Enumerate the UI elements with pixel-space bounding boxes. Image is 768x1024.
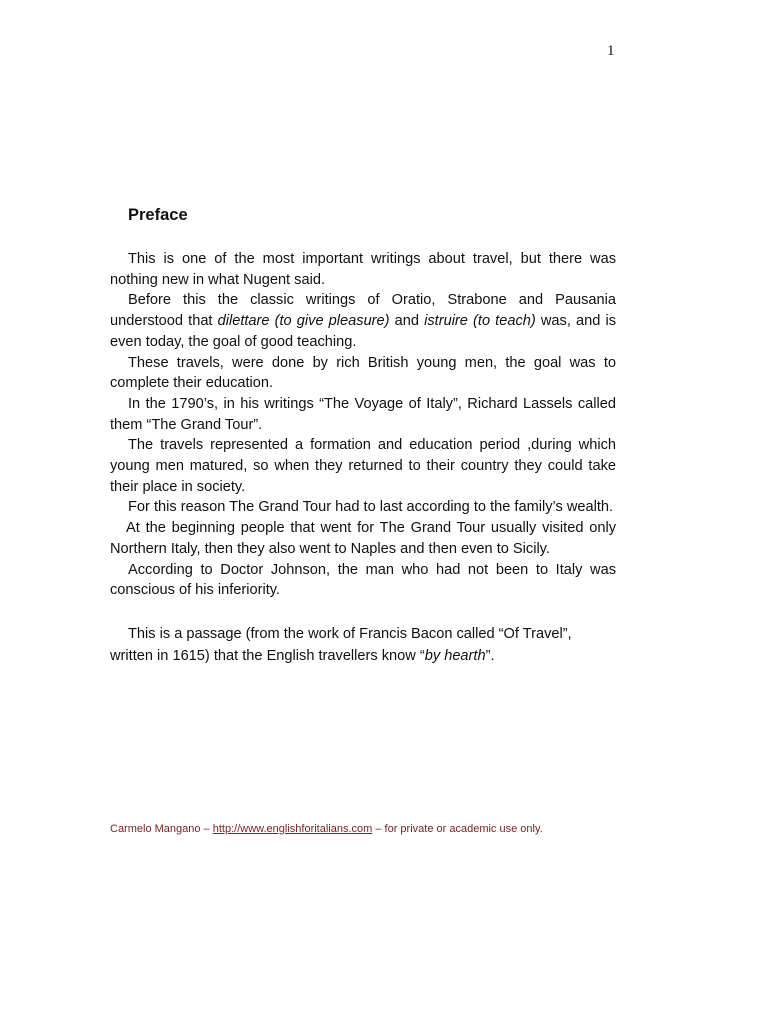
paragraph-9	[110, 623, 616, 667]
section-heading: Preface	[128, 206, 188, 224]
footer-author: Carmelo Mangano –	[110, 823, 213, 835]
paragraph-2-text-a: Before this the classic writings of Oratio, Strabone and Pausania understood that	[110, 292, 616, 330]
paragraph-2-italic-dilettare: dilettare (to give pleasure)	[217, 313, 390, 330]
paragraph-1: This is one of the most important writings about travel, but there was nothing new in what Nugent said.	[110, 251, 616, 288]
footer-usage: – for private or academic use only.	[372, 823, 543, 835]
body-text	[110, 249, 616, 667]
paragraph-4: In the 1790’s, in his writings “The Voyage of Italy”, Richard Lassels called them “The Grand Tour”.	[110, 395, 616, 433]
paragraph-8: According to Doctor Johnson, the man who had not been to Italy was conscious of his inferiority.	[110, 561, 616, 599]
footer-note	[110, 823, 543, 835]
paragraph-5: The travels represented a formation and education period ,during which young men matured, so when they returned to their country they could take their place in society.	[110, 437, 616, 495]
paragraph-2-text-c: was, and is even today, the goal of good teaching.	[110, 313, 616, 350]
paragraph-2	[110, 290, 616, 352]
paragraph-3: These travels, were done by rich British young men, the goal was to complete their education.	[110, 354, 616, 392]
paragraph-9-text-a: This is a passage (from the work of Francis Bacon called “Of Travel”, written in 1615) that the English travellers know “	[110, 625, 572, 664]
footer-link[interactable]: http://www.englishforitalians.com	[212, 823, 373, 835]
page-number: 1	[607, 43, 615, 59]
paragraph-9-text-b: ”.	[485, 647, 495, 664]
paragraph-2-text-b: and	[389, 313, 425, 330]
paragraph-2-italic-istruire: istruire (to teach)	[424, 313, 536, 330]
paragraph-7: At the beginning people that went for The Grand Tour usually visited only Northern Italy, then they also went to Naples and then even to Sicily.	[110, 520, 616, 557]
paragraph-9-italic-by-hearth: by hearth	[424, 647, 486, 664]
paragraph-6: For this reason The Grand Tour had to last according to the family’s wealth.	[128, 499, 614, 516]
